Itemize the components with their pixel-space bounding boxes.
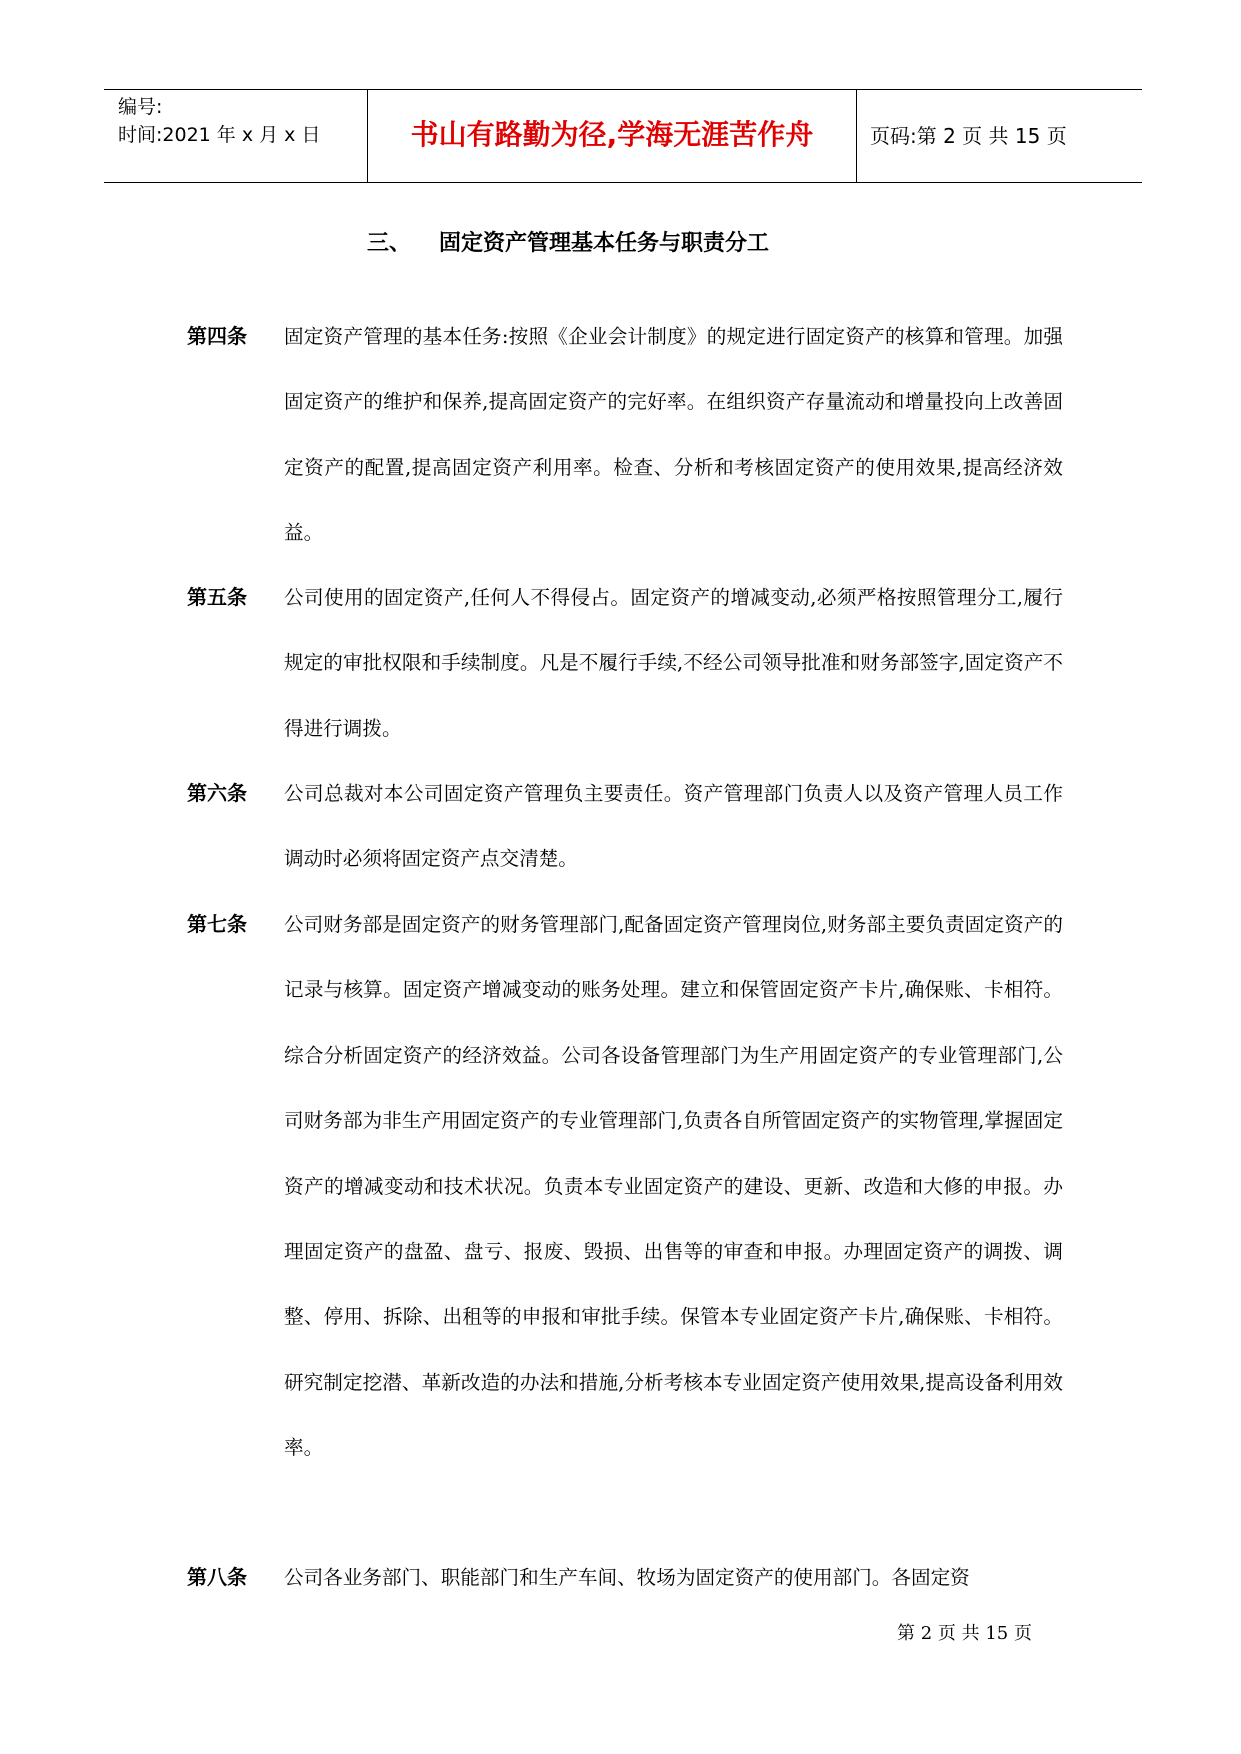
article-label: 第七条	[187, 912, 247, 936]
article-text: 公司总裁对本公司固定资产管理负主要责任。资产管理部门负责人以及资产管理人员工作调动时必须将固定资产点交清楚。	[284, 782, 1063, 871]
header-time-label: 时间:2021 年 x 月 x 日	[118, 124, 321, 146]
section-heading	[367, 228, 769, 260]
article-6	[187, 773, 1063, 892]
header-meta	[118, 93, 320, 149]
article-8	[187, 1557, 1063, 1610]
page-footer: 第 2 页 共 15 页	[897, 1623, 1032, 1644]
section-number: 三、	[367, 231, 412, 256]
header-divider-right	[856, 90, 857, 182]
article-label: 第五条	[187, 585, 247, 609]
header-number-label: 编号:	[118, 96, 163, 118]
header-page-code: 页码:第 2 页 共 15 页	[870, 124, 1067, 148]
document-header	[104, 89, 1142, 183]
header-divider-left	[367, 90, 368, 182]
article-5	[187, 577, 1063, 761]
header-motto: 书山有路勤为径,学海无涯苦作舟	[410, 118, 814, 151]
article-text: 公司财务部是固定资产的财务管理部门,配备固定资产管理岗位,财务部主要负责固定资产的记录与核算。固定资产增减变动的账务处理。建立和保管固定资产卡片,确保账、卡相符。综合分析固定资产的经济效益。公司各设备管理部门为生产用固定资产的专业管理部门,公司财务部为非生产用固定资产的专业管理部门,负责各自所管固定资产的实物管理,掌握固定资产的增减变动和技术状况。负责本专业固定资产的建设、更新、改造和大修的申报。办理固定资产的盘盈、盘亏、报废、毁损、出售等的审查和申报。办理固定资产的调拨、调整、停用、拆除、出租等的申报和审批手续。保管本专业固定资产卡片,确保账、卡相符。研究制定挖潜、革新改造的办法和措施,分析考核本专业固定资产使用效果,提高设备利用效率。	[284, 913, 1063, 1460]
article-text: 公司使用的固定资产,任何人不得侵占。固定资产的增减变动,必须严格按照管理分工,履行规定的审批权限和手续制度。凡是不履行手续,不经公司领导批准和财务部签字,固定资产不得进行调拨。	[284, 586, 1063, 740]
article-label: 第六条	[187, 781, 247, 805]
article-text: 公司各业务部门、职能部门和生产车间、牧场为固定资产的使用部门。各固定资	[284, 1566, 970, 1589]
article-7	[187, 904, 1063, 1481]
article-label: 第八条	[187, 1565, 247, 1589]
section-title: 固定资产管理基本任务与职责分工	[439, 231, 770, 256]
article-text: 固定资产管理的基本任务:按照《企业会计制度》的规定进行固定资产的核算和管理。加强固定资产的维护和保养,提高固定资产的完好率。在组织资产存量流动和增量投向上改善固定资产的配置,提高固定资产利用率。检查、分析和考核固定资产的使用效果,提高经济效益。	[284, 325, 1063, 545]
article-label: 第四条	[187, 324, 247, 348]
article-4	[187, 316, 1063, 566]
